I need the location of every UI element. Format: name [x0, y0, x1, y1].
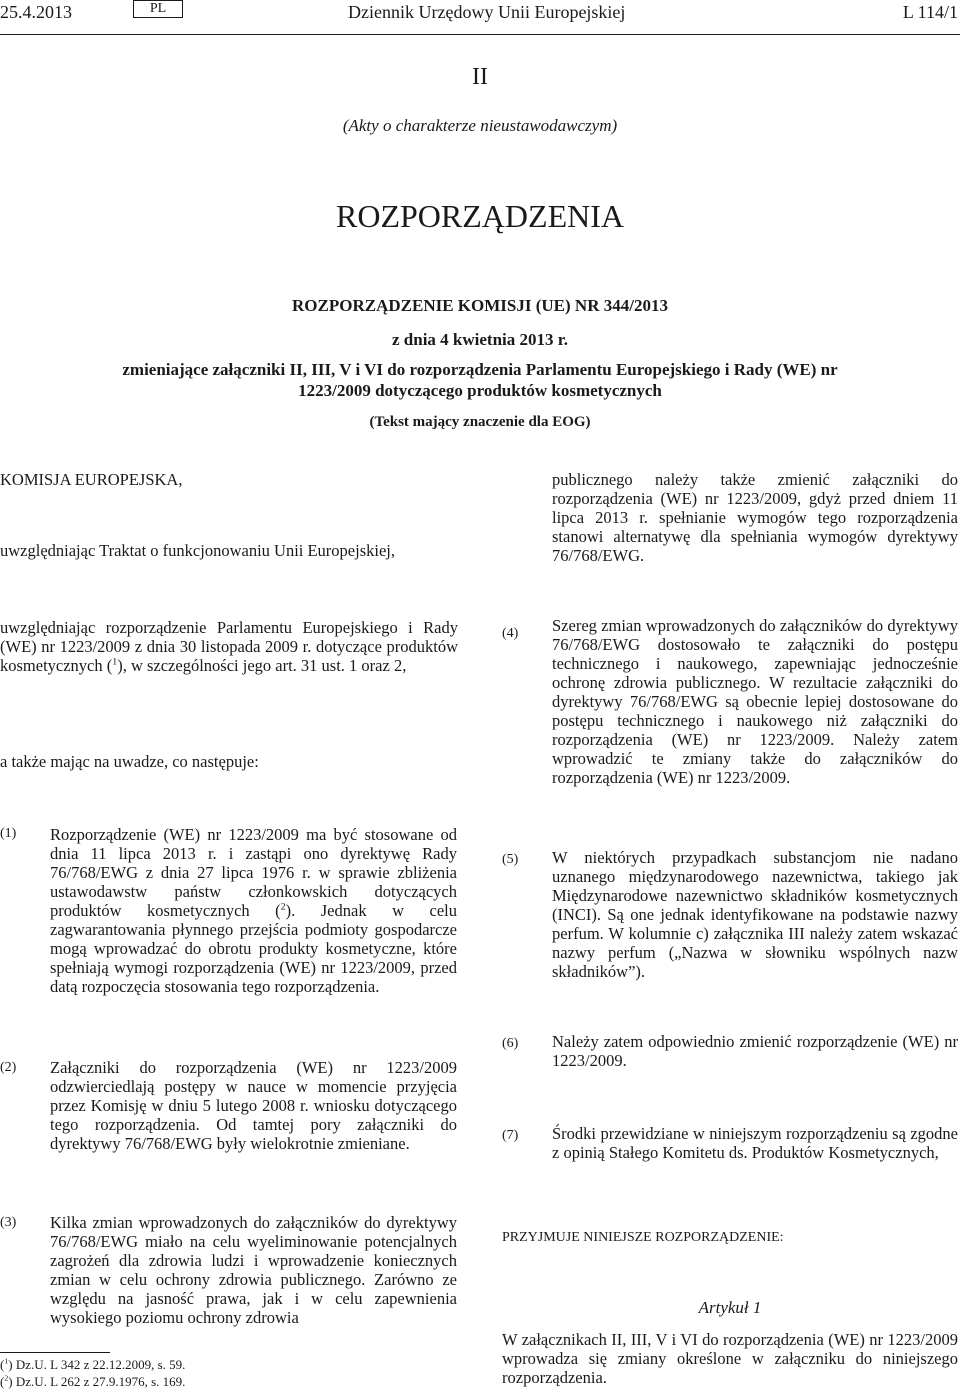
recital-number: (6)	[502, 1036, 519, 1051]
language-badge: PL	[133, 0, 183, 18]
commission-line: KOMISJA EUROPEJSKA,	[0, 470, 183, 489]
publication-date: 25.4.2013	[0, 2, 72, 22]
regulation-title: ROZPORZĄDZENIE KOMISJI (UE) NR 344/2013	[292, 296, 668, 315]
having-regard-paragraph: uwzględniając rozporządzenie Parlamentu Europejskiego i Rady (WE) nr 1223/2009 z dnia 30 listopada 2009 r. dotyczące produktów kosmetycznych ($^1$), w szczególności jego art. 31 ust. 1 oraz 2,	[0, 618, 458, 675]
regulation-description-line1: zmieniające załączniki II, III, V i VI do rozporządzenia Parlamentu Europejskiego i Rady (WE) nr	[122, 360, 838, 379]
recital-6: Należy zatem odpowiednio zmienić rozporządzenie (WE) nr 1223/2009.	[552, 1032, 958, 1070]
recital-number: (4)	[502, 626, 519, 641]
recital-3-continued: publicznego należy także zmienić załączniki do rozporządzenia (WE) nr 1223/2009, gdyż przed dniem 11 lipca 2013 r. spełnianie wymogów tego rozporządzenia stanowi alternatywę dla spełniania wymogów dyrektywy 76/768/EWG.	[552, 470, 958, 565]
article-title: Artykuł 1	[698, 1298, 762, 1317]
footnote-2: ($^2$) Dz.U. L 262 z 27.9.1976, s. 169.	[0, 1373, 186, 1389]
recital-number: (7)	[502, 1128, 519, 1143]
recital-5: W niektórych przypadkach substancjom nie nadano uznanego międzynarodowego nazewnictwa, takiego jak Międzynarodowe nazewnictwo składników kosmetycznych (INCI). Są one jednak identyfikowane na podstawie nazwy perfum. W kolumnie c) załącznika III należy zatem wskazać nazwy perfum („Nazwa w słowniku wspólnych nazw składników”).	[552, 848, 958, 981]
page-reference: L 114/1	[902, 2, 958, 22]
recital-number: (1)	[0, 826, 17, 841]
recital-4: Szereg zmian wprowadzonych do załączników do dyrektywy 76/768/EWG dostosowało te załączniki do postępu technicznego i naukowego, zapewniając jednocześnie ochronę zdrowia publicznego. W rezultacie załączniki do dyrektywy 76/768/EWG są obecnie lepiej dostosowane do postępu technicznego i naukowego niż załączniki do rozporządzenia (WE) nr 1223/2009. Należy zatem wprowadzić te zmiany także do załączników do rozporządzenia (WE) nr 1223/2009.	[552, 616, 958, 787]
treaty-line: uwzględniając Traktat o funkcjonowaniu Unii Europejskiej,	[0, 541, 396, 560]
recital-number: (5)	[502, 852, 519, 867]
recital-3: Kilka zmian wprowadzonych do załączników do dyrektywy 76/768/EWG miało na celu wyeliminowanie potencjalnych zagrożeń dla zdrowia ludzi i wprowadzenie koniecznych zmian w celu ochrony zdrowia publicznego. Zarówno ze względu na jasność prawa, jak i w celu zapewnienia wysokiego poziomu ochrony zdrowia	[50, 1213, 457, 1327]
recital-2: Załączniki do rozporządzenia (WE) nr 1223/2009 odzwierciedlają postępy w nauce w momencie przyjęcia przez Komisję w dniu 5 lutego 2008 r. wniosku dotyczącego tego rozporządzenia. Od tamtej pory załączniki do dyrektywy 76/768/EWG były wielokrotnie zmieniane.	[50, 1058, 457, 1153]
journal-title: Dziennik Urzędowy Unii Europejskiej	[348, 2, 626, 22]
recital-number: (2)	[0, 1060, 17, 1075]
recital-7: Środki przewidziane w niniejszym rozporządzeniu są zgodne z opinią Stałego Komitetu ds. Produktów Kosmetycznych,	[552, 1124, 958, 1162]
recital-number: (3)	[0, 1215, 17, 1230]
regulation-description-line2: 1223/2009 dotyczącego produktów kosmetycznych	[298, 381, 662, 400]
eea-relevance: (Tekst mający znaczenie dla EOG)	[369, 414, 591, 430]
article-1-text: W załącznikach II, III, V i VI do rozporządzenia (WE) nr 1223/2009 wprowadza się zmiany określone w załączniku do niniejszego rozporządzenia.	[502, 1330, 958, 1387]
part-subtitle: (Akty o charakterze nieustawodawczym)	[342, 116, 618, 135]
section-title: ROZPORZĄDZENIA	[336, 198, 624, 234]
part-numeral: II	[472, 64, 488, 90]
recital-1: Rozporządzenie (WE) nr 1223/2009 ma być stosowane od dnia 11 lipca 2013 r. i zastąpi ono dyrektywę Rady 76/768/EWG z dnia 27 lipca 1976 r. w sprawie zbliżenia ustawodawstw państw członkowskich dotyczących produktów kosmetycznych ($^2$). Jednak w celu zagwarantowania płynnego przejścia podmioty gospodarcze mogą wprowadzać do obrotu produkty kosmetyczne, które spełniają wymogi rozporządzenia (WE) nr 1223/2009, przed datą rozpoczęcia stosowania tego rozporządzenia.	[50, 825, 458, 996]
footnote-ref-2: 2	[280, 901, 286, 913]
footnote-rule	[0, 1352, 110, 1353]
whereas-line: a także mając na uwadze, co następuje:	[0, 752, 259, 771]
footnote-1: ($^1$) Dz.U. L 342 z 22.12.2009, s. 59.	[0, 1356, 186, 1372]
regulation-date: z dnia 4 kwietnia 2013 r.	[391, 330, 568, 349]
footnote-ref-1: 1	[112, 656, 118, 668]
header-rule	[0, 34, 960, 35]
adoption-formula: PRZYJMUJE NINIEJSZE ROZPORZĄDZENIE:	[502, 1230, 784, 1245]
